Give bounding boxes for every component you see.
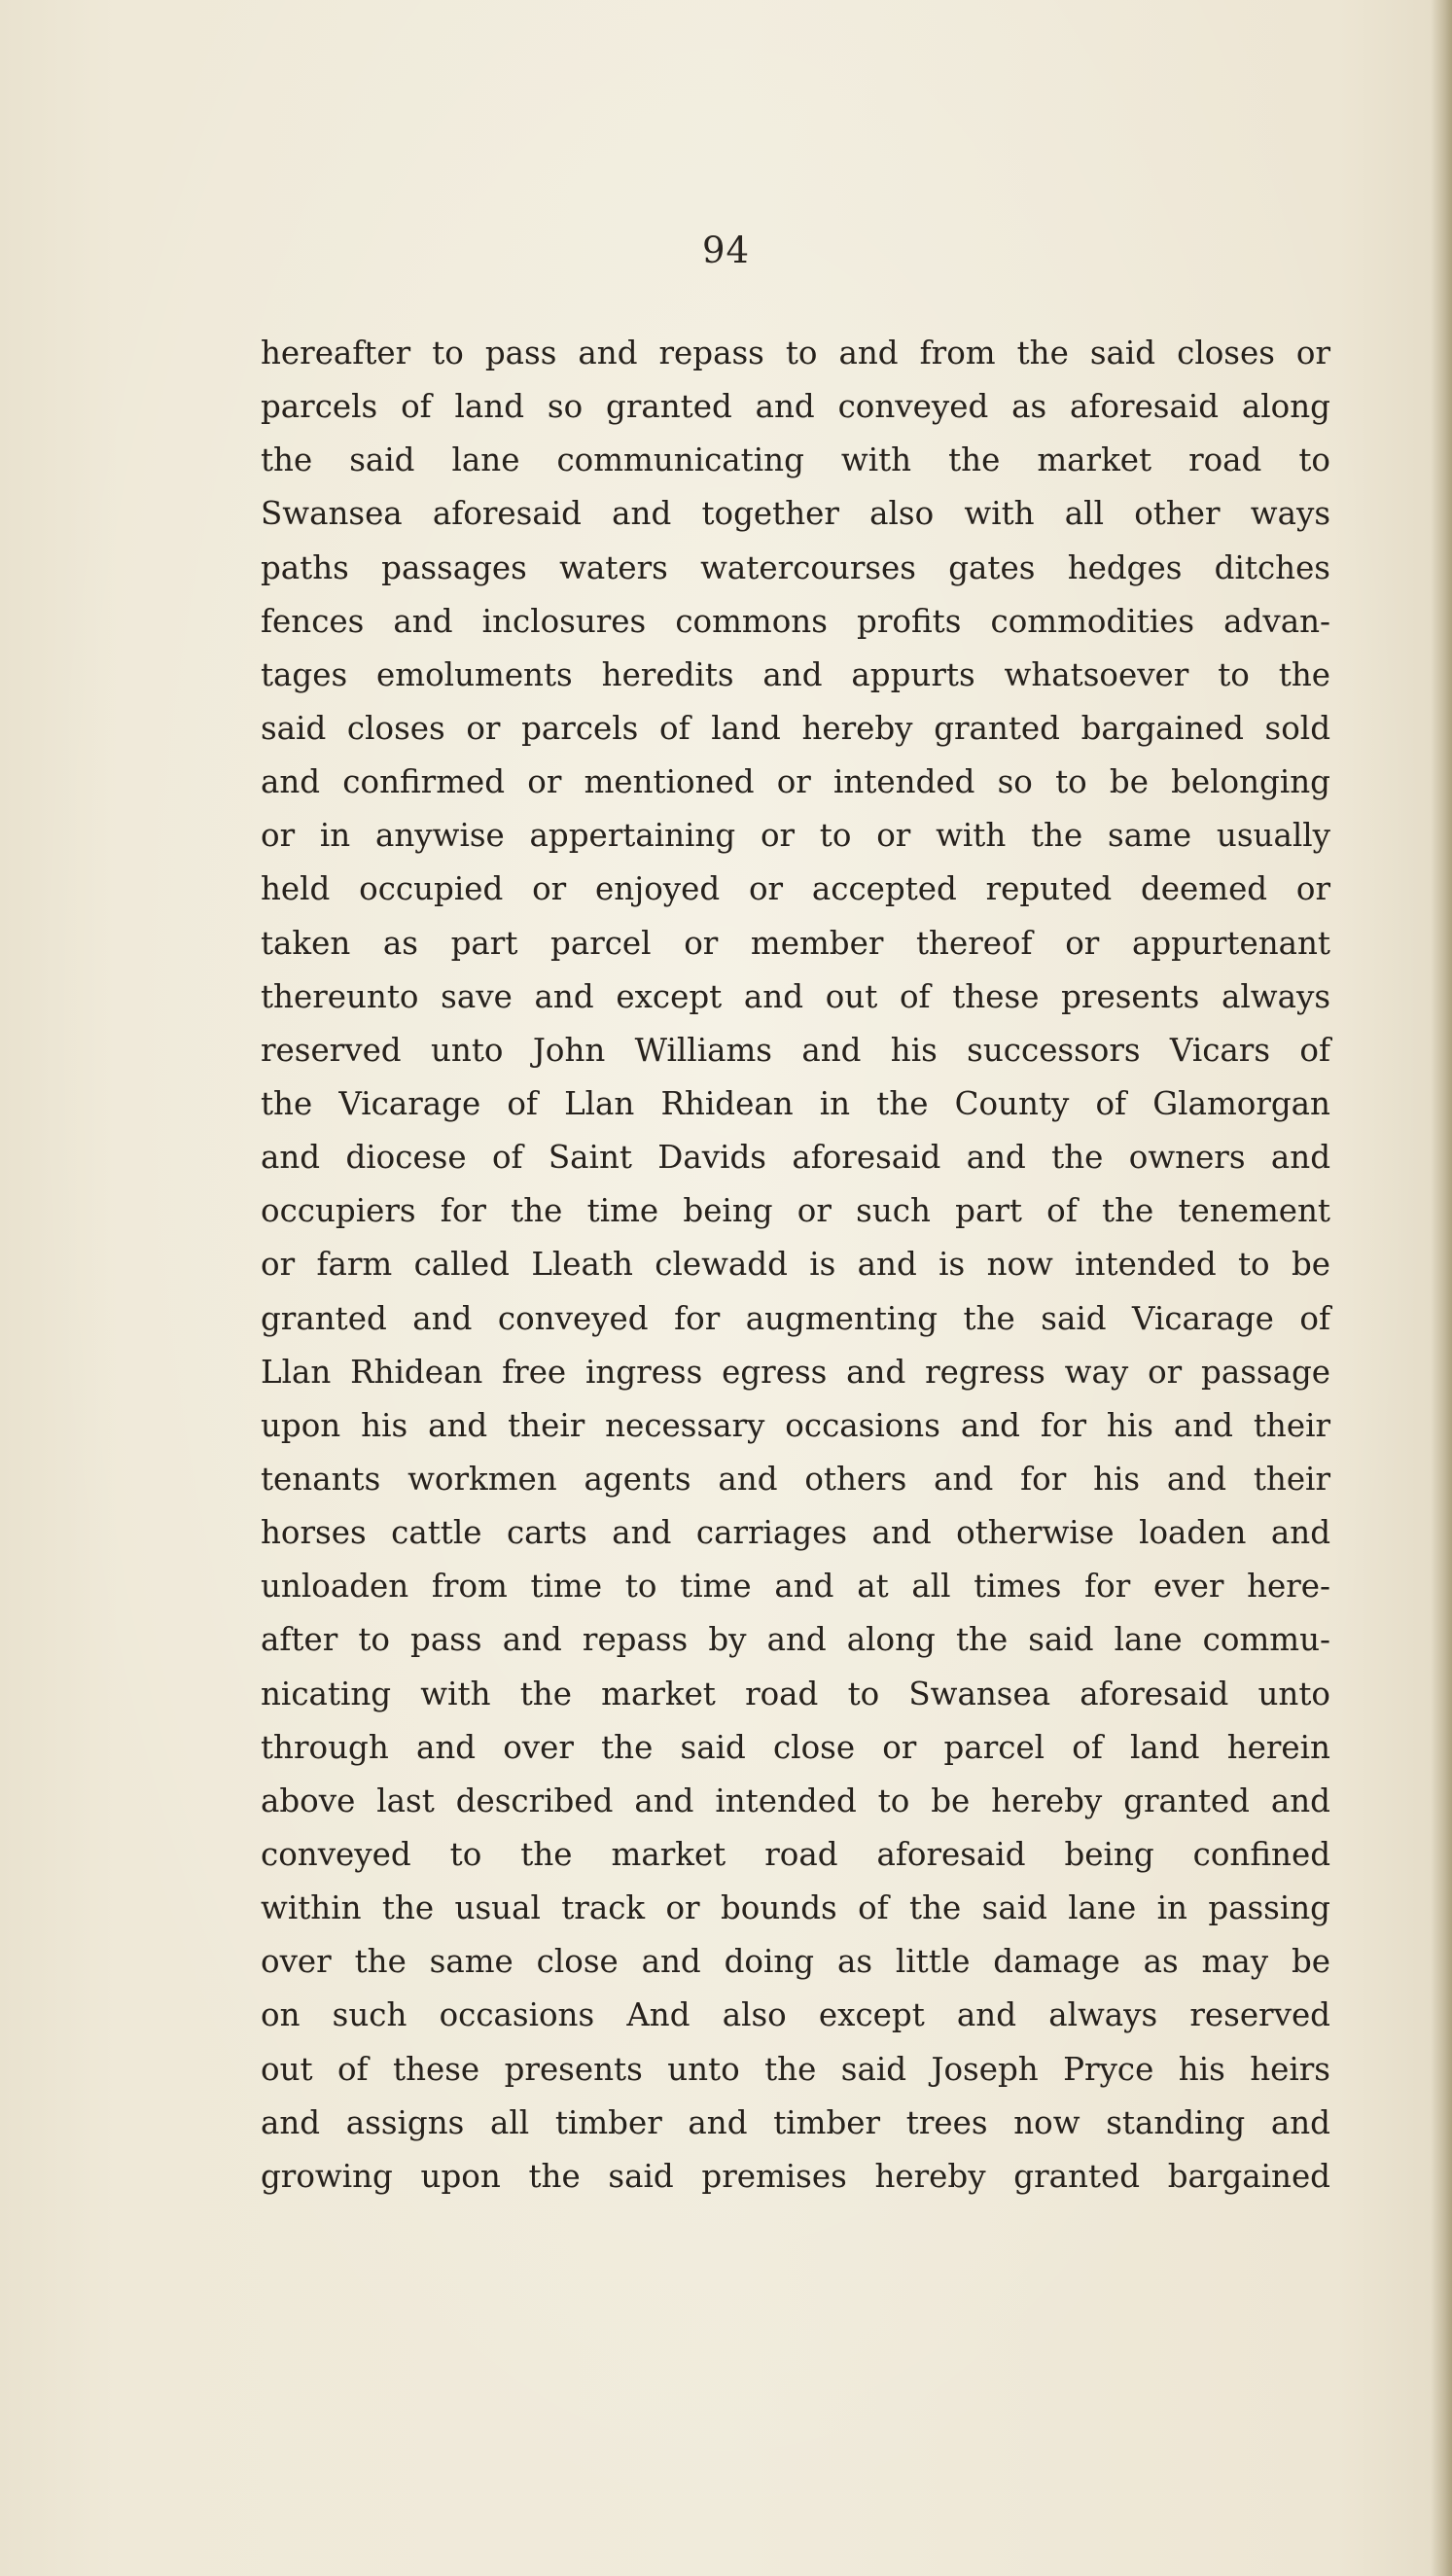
text-line: nicating with the market road to Swansea aforesaid unto: [261, 1675, 1330, 1712]
text-line: horses cattle carts and carriages and otherwise loaden and: [261, 1514, 1330, 1552]
text-line: conveyed to the market road aforesaid being confined: [261, 1835, 1330, 1873]
text-line: unloaden from time to time and at all times for ever here-: [261, 1568, 1330, 1606]
text-line: fences and inclosures commons profits commodities advan-: [261, 602, 1330, 640]
page-number: 94: [701, 229, 751, 271]
text-line: growing upon the said premises hereby granted bargained: [261, 2157, 1330, 2195]
text-line: Llan Rhidean free ingress egress and regress way or passage: [261, 1353, 1330, 1391]
text-line: held occupied or enjoyed or accepted reputed deemed or: [261, 870, 1330, 908]
text-line: within the usual track or bounds of the said lane in passing: [261, 1889, 1330, 1927]
text-line: tages emoluments heredits and appurts whatsoever to the: [261, 655, 1330, 693]
text-line: parcels of land so granted and conveyed as aforesaid along: [261, 388, 1330, 426]
text-line: and assigns all timber and timber trees now standing and: [261, 2103, 1330, 2141]
text-line: after to pass and repass by and along the said lane commu-: [261, 1621, 1330, 1659]
text-line: reserved unto John Williams and his successors Vicars of: [261, 1031, 1330, 1069]
text-line: hereafter to pass and repass to and from the said closes or: [261, 335, 1330, 371]
text-line: and confirmed or mentioned or intended so to be belonging: [261, 763, 1330, 801]
text-line: Swansea aforesaid and together also with all other ways: [261, 495, 1330, 533]
text-line: over the same close and doing as little damage as may be: [261, 1943, 1330, 1981]
text-line: the Vicarage of Llan Rhidean in the County of Glamorgan: [261, 1084, 1330, 1122]
text-line: on such occasions And also except and always reserved: [261, 1996, 1330, 2034]
text-line: through and over the said close or parcel of land herein: [261, 1728, 1330, 1766]
text-line: taken as part parcel or member thereof or appurtenant: [261, 924, 1330, 962]
text-line: above last described and intended to be hereby granted and: [261, 1782, 1330, 1819]
page-edge-shadow: [1431, 0, 1452, 2576]
text-line: paths passages waters watercourses gates hedges ditches: [261, 548, 1330, 586]
text-line: tenants workmen agents and others and for his and their: [261, 1460, 1330, 1498]
text-line: granted and conveyed for augmenting the said Vicarage of: [261, 1299, 1330, 1337]
text-line: and diocese of Saint Davids aforesaid and the owners and: [261, 1139, 1330, 1177]
text-line: or farm called Lleath clewadd is and is now intended to be: [261, 1246, 1330, 1284]
body-text: [261, 327, 1330, 2204]
text-line: occupiers for the time being or such part of the tenement: [261, 1192, 1330, 1230]
text-line: the said lane communicating with the market road to: [261, 441, 1330, 479]
text-line: upon his and their necessary occasions and for his and their: [261, 1406, 1330, 1444]
text-line: out of these presents unto the said Joseph Pryce his heirs: [261, 2050, 1330, 2088]
text-line: said closes or parcels of land hereby granted bargained sold: [261, 709, 1330, 747]
text-line: thereunto save and except and out of these presents always: [261, 977, 1330, 1015]
text-line: or in anywise appertaining or to or with the same usually: [261, 817, 1330, 855]
